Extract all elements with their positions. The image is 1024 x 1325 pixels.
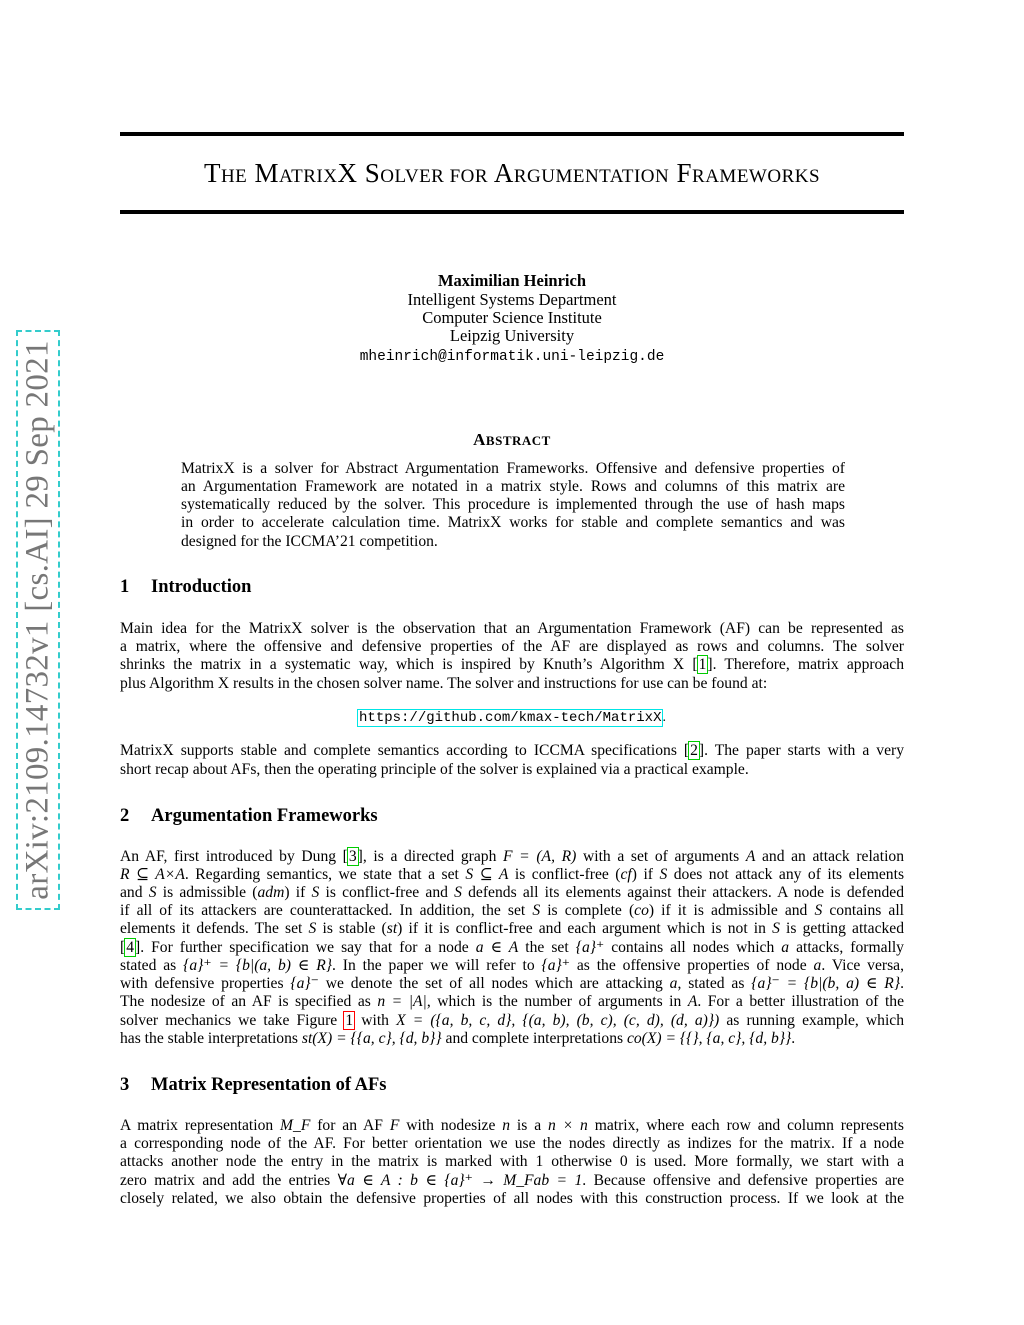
af-line: solver mechanics we take Figure 1 with X = ({a, b, c, d}, {(a, b), (b, c), (c, d), (d, a)}) as running example, which [120,1012,905,1029]
intro-line: Main idea for the MatrixX solver is the observation that an Argumentation Framework (AF) can be represented as [120,620,904,637]
af-line: with defensive properties {a}⁻ we denote the set of all nodes which are attacking a, stated as {a}⁻ = {b|(b, a) ∈ R}. [120,975,904,992]
af-line: [4]. For further specification we say that for a node a ∈ A the set {a}⁺ contains all nodes which a attacks, formally [120,939,904,956]
intro-line: MatrixX supports stable and complete semantics according to ICCMA specifications [2]. The paper starts with a very [120,742,904,759]
af-line: elements it defends. The set S is stable (st) if it is conflict-free and each argument which is not in S is getting attacked [120,920,905,937]
citation-link[interactable]: 3 [348,848,357,865]
matrix-line: closely related, we also obtain the defensive properties of all nodes with this construction process. If we look at the [120,1190,904,1207]
section-heading-argumentation-frameworks: 2 Argumentation Frameworks [120,806,378,826]
af-line: stated as {a}⁺ = {b|(a, b) ∈ R}. In the paper we will refer to {a}⁺ as the offensive properties of node a. Vice versa, [120,957,904,974]
author-department: Intelligent Systems Department [407,290,617,309]
matrix-line: a corresponding node of the AF. For better orientation we use the nodes directly as indizes for the matrix. If a node [120,1135,904,1152]
intro-line: short recap about AFs, then the operating principle of the solver is explained via a practical example. [120,761,749,778]
intro-line: plus Algorithm X results in the chosen solver name. The solver and instructions for use can be found at: [120,675,768,692]
title-rule-bottom [120,210,904,214]
citation-link[interactable]: 1 [698,656,707,673]
af-line: R ⊆ A×A. Regarding semantics, we state that a set S ⊆ A is conflict-free (cf) if S does not attack any of its elements [120,866,905,883]
af-line: and S is admissible (adm) if S is conflict-free and S defends all its elements against their attackers. A node is defended [120,884,904,901]
abstract-line: designed for the ICCMA’21 competition. [181,533,438,550]
abstract-line: in order to accelerate calculation time. MatrixX works for stable and complete semantics and was [181,514,845,531]
author-name: Maximilian Heinrich [437,271,587,290]
af-line: An AF, first introduced by Dung [3], is a directed graph F = (A, R) with a set of arguments A and an attack relation [120,848,904,865]
arxiv-identifier: arXiv:2109.14732v1 [cs.AI] 29 Sep 2021 [19,340,56,900]
arxiv-identifier-stamp [16,330,60,910]
matrix-line: zero matrix and add the entries ∀a ∈ A : b ∈ {a}⁺ → M_Fab = 1. Because offensive and defensive properties are [120,1172,904,1189]
github-url-link[interactable]: https://github.com/kmax-tech/MatrixX [359,710,662,726]
citation-link[interactable]: 4 [126,939,134,956]
citation-link[interactable]: 2 [690,742,698,759]
matrix-line: attacks another node the entry in the matrix is marked with 1 otherwise 0 is used. More formally, we start with a [120,1153,905,1170]
section-heading-introduction: 1 Introduction [120,577,252,597]
intro-line: shrinks the matrix in a systematic way, which is inspired by Knuth’s Algorithm X [1]. Therefore, matrix approach [120,656,904,673]
abstract-line: MatrixX is a solver for Abstract Argumentation Frameworks. Offensive and defensive properties of [181,460,845,477]
github-link-line: https://github.com/kmax-tech/MatrixX. [359,710,666,726]
paper-title: THE MATRIXX SOLVER FOR ARGUMENTATION FRAMEWORKS [203,158,821,188]
figure-reference-link[interactable]: 1 [345,1012,354,1029]
af-line: The nodesize of an AF is specified as n = |A|, which is the number of arguments in A. For a better illustration of the [120,993,905,1010]
section-heading-matrix-representation: 3 Matrix Representation of AFs [120,1075,387,1095]
author-institute: Computer Science Institute [422,308,602,327]
author-email[interactable]: mheinrich@informatik.uni-leipzig.de [359,349,665,365]
abstract-line: systematically reduced by the solver. This procedure is implemented through the use of hash maps [181,496,845,513]
abstract-heading: ABSTRACT [473,430,551,449]
matrix-line: A matrix representation M_F for an AF F with nodesize n is a n × n matrix, where each row and column represents [120,1117,904,1134]
af-line: has the stable interpretations st(X) = {{a, c}, {d, b}} and complete interpretations co(X) = {{}, {a, c}, {d, b}}. [120,1030,796,1047]
abstract-line: an Argumentation Framework are notated in a matrix style. Rows and columns of this matrix are [181,478,845,495]
title-rule-top [120,132,904,136]
intro-line: a matrix, where the offensive and defensive properties of the AF are displayed as rows and columns. The solver [120,638,904,655]
af-line: if all of its attackers are counterattacked. In addition, the set S is complete (co) if it is admissible and S contains all [120,902,904,919]
author-university: Leipzig University [449,326,575,345]
